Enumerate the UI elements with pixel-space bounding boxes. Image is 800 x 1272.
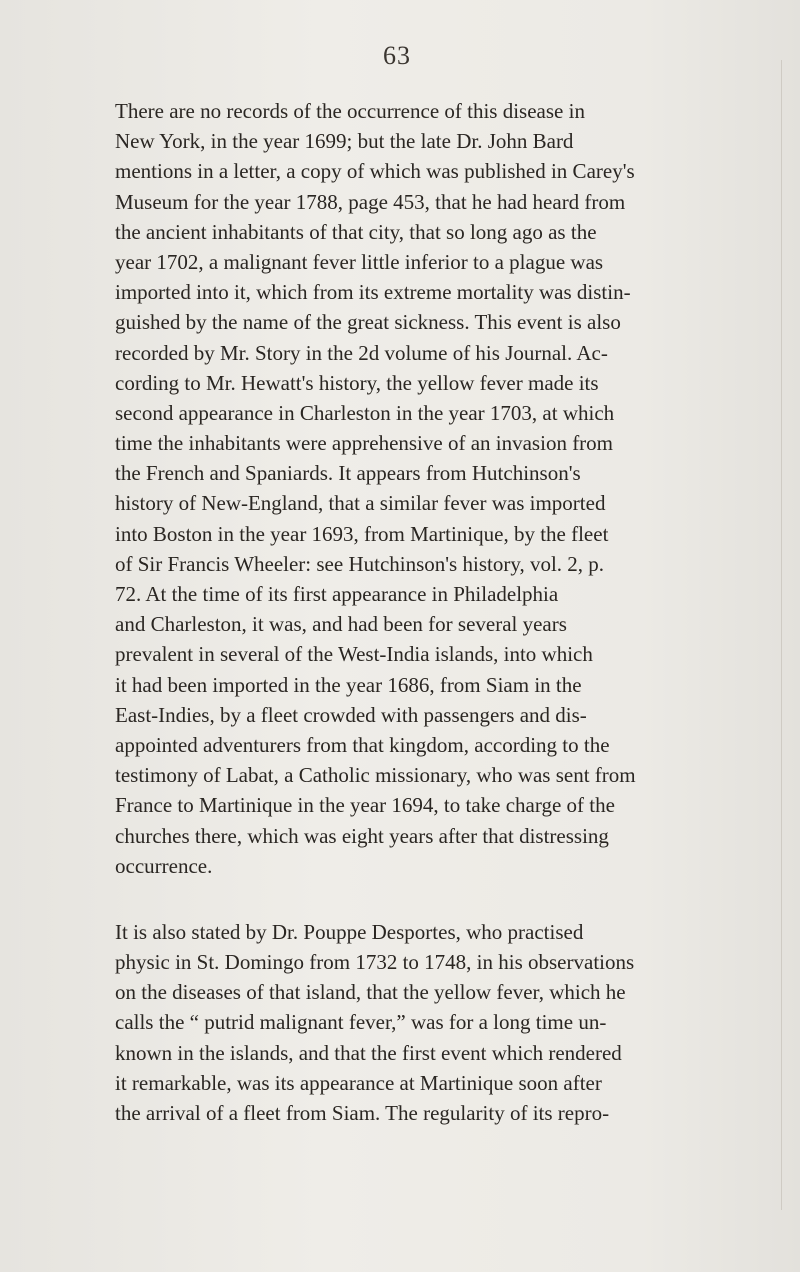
text-line: it had been imported in the year 1686, from Siam in the — [115, 672, 582, 697]
text-line: appointed adventurers from that kingdom, according to the — [115, 732, 610, 757]
text-line: prevalent in several of the West-India islands, into which — [115, 642, 593, 667]
text-line: guished by the name of the great sickness. This event is also — [115, 310, 621, 335]
text-line: year 1702, a malignant fever little inferior to a plague was — [115, 249, 604, 274]
text-line: it remarkable, was its appearance at Martinique soon after — [115, 1070, 602, 1095]
text-line: physic in St. Domingo from 1732 to 1748, in his observations — [115, 950, 635, 975]
text-line: 72. At the time of its first appearance in Philadelphia — [115, 582, 559, 606]
text-line: France to Martinique in the year 1694, to take charge of the — [115, 793, 615, 818]
body-text — [115, 96, 775, 1128]
text-line: It is also stated by Dr. Pouppe Desportes, who practised — [115, 919, 584, 944]
text-line: East-Indies, by a fleet crowded with passengers and dis- — [115, 702, 587, 727]
text-line: of Sir Francis Wheeler: see Hutchinson's history, vol. 2, p. — [115, 551, 605, 576]
text-line: the arrival of a fleet from Siam. The regularity of its repro- — [115, 1101, 610, 1125]
text-line: into Boston in the year 1693, from Martinique, by the fleet — [115, 521, 609, 546]
text-line: imported into it, which from its extreme mortality was distin- — [115, 280, 631, 305]
page-edge-line — [781, 60, 782, 1210]
text-line: the ancient inhabitants of that city, that so long ago as the — [115, 219, 597, 244]
page-number: 63 — [383, 41, 411, 70]
text-line: calls the “ putrid malignant fever,” was for a long time un- — [115, 1010, 607, 1035]
text-line: known in the islands, and that the first event which rendered — [115, 1040, 622, 1065]
text-line: the French and Spaniards. It appears from Hutchinson's — [115, 461, 581, 486]
paragraph-spacer — [115, 881, 775, 917]
text-line: and Charleston, it was, and had been for several years — [115, 612, 567, 637]
text-line: time the inhabitants were apprehensive of an invasion from — [115, 431, 614, 456]
text-line: history of New-England, that a similar fever was imported — [115, 491, 606, 516]
text-line: occurrence. — [115, 853, 213, 878]
text-line: recorded by Mr. Story in the 2d volume of his Journal. Ac- — [115, 340, 608, 365]
text-line: testimony of Labat, a Catholic missionary, who was sent from — [115, 763, 636, 788]
text-line: cording to Mr. Hewatt's history, the yellow fever made its — [115, 370, 599, 395]
text-line: Museum for the year 1788, page 453, that he had heard from — [115, 189, 626, 214]
paragraph-2 — [115, 917, 775, 1128]
text-line: mentions in a letter, a copy of which was published in Carey's — [115, 159, 635, 184]
paragraph-1 — [115, 96, 775, 881]
text-line: second appearance in Charleston in the year 1703, at which — [115, 400, 615, 425]
text-line: New York, in the year 1699; but the late Dr. John Bard — [115, 129, 574, 154]
text-line: churches there, which was eight years after that distressing — [115, 823, 609, 848]
text-line: on the diseases of that island, that the yellow fever, which he — [115, 980, 626, 1005]
text-line: There are no records of the occurrence of this disease in — [115, 99, 585, 123]
